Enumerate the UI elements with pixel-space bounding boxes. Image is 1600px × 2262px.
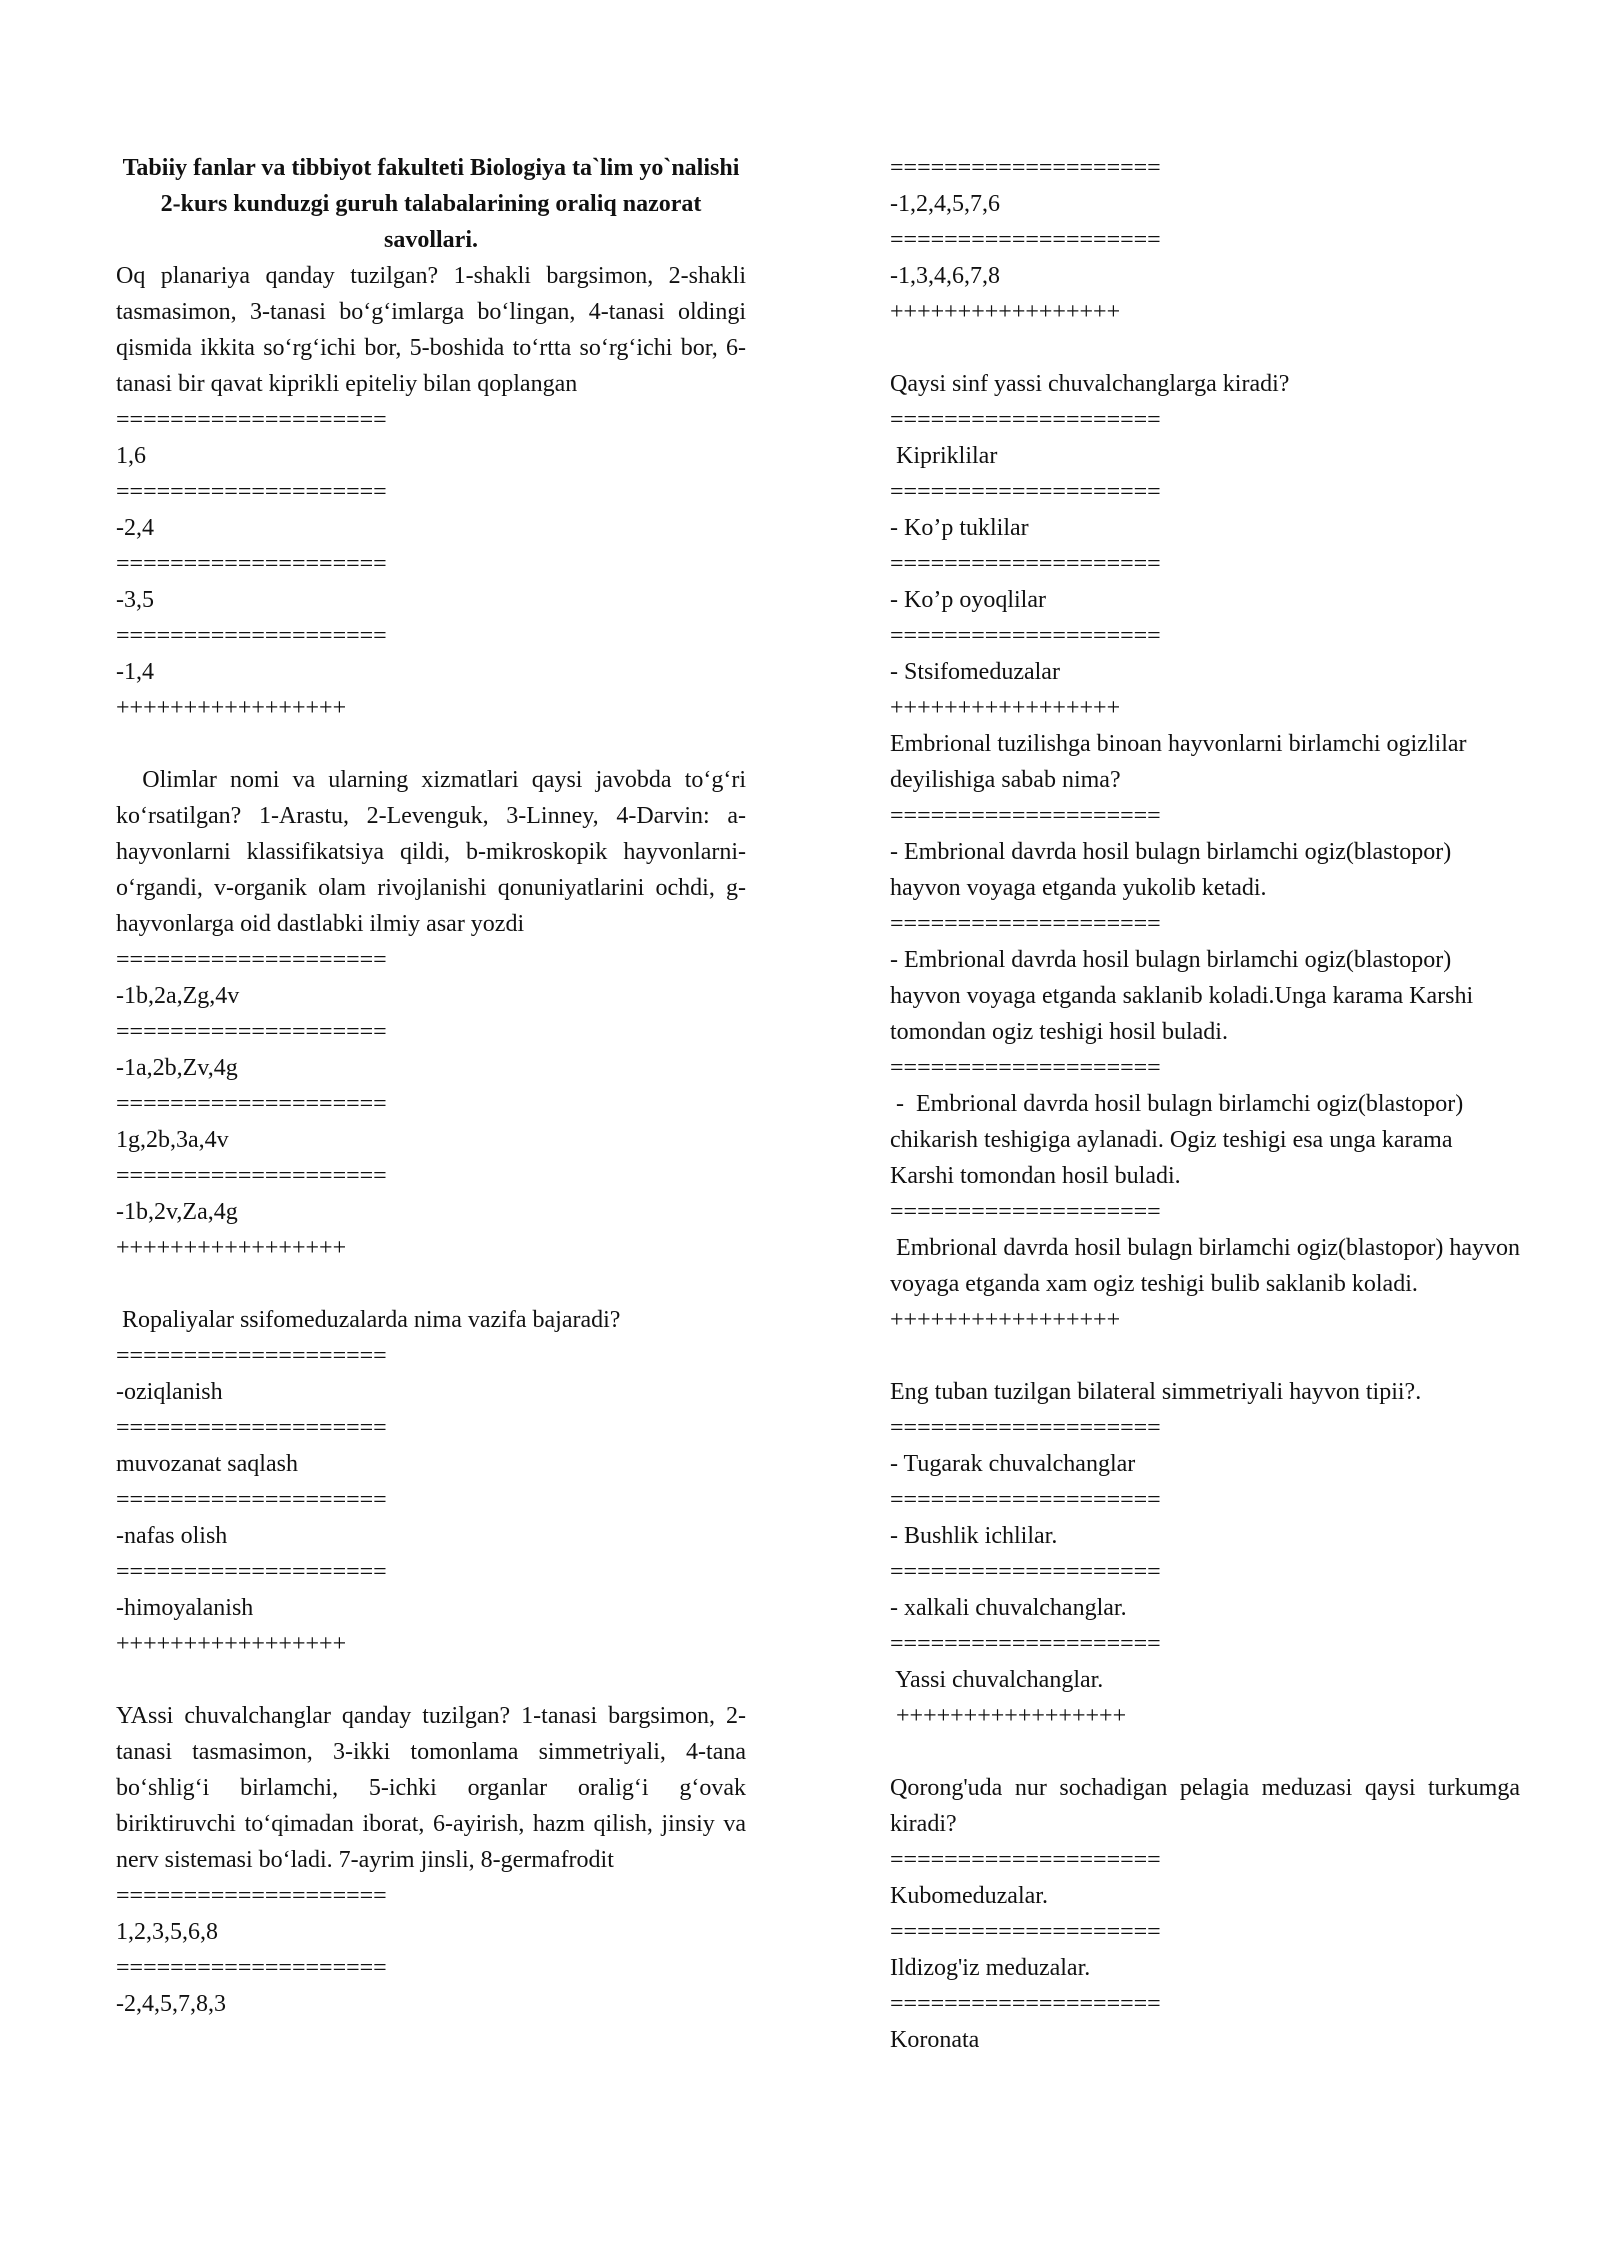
question-8: Qorong'uda nur sochadigan pelagia meduzasi qaysi turkumga kiradi? xyxy=(890,1775,1520,1837)
right-column xyxy=(890,150,1526,2058)
separator: ==================== xyxy=(890,803,1161,829)
option: - xalkali chuvalchanglar. xyxy=(890,1595,1127,1621)
answer-end-marker: +++++++++++++++++ xyxy=(890,695,1121,721)
option: - Stsifomeduzalar xyxy=(890,659,1060,685)
option: - Embrional davrda hosil bulagn birlamchi ogiz(blastopor) chikarish teshigiga aylanadi. Ogiz teshigi esa unga karama Karshi tomondan hosil buladi. xyxy=(890,1091,1470,1189)
option: Koronata xyxy=(890,2027,980,2053)
question-3: Ropaliyalar ssifomeduzalarda nima vazifa bajaradi? xyxy=(116,1307,621,1333)
option: -2,4 xyxy=(116,515,154,541)
option: -1,3,4,6,7,8 xyxy=(890,263,1000,289)
separator: ==================== xyxy=(890,1631,1161,1657)
separator: ==================== xyxy=(116,1019,387,1045)
option: - Bushlik ichlilar. xyxy=(890,1523,1058,1549)
answer-end-marker: +++++++++++++++++ xyxy=(890,1307,1121,1333)
option: Kubomeduzalar. xyxy=(890,1883,1048,1909)
option: - Ko’p tuklilar xyxy=(890,515,1029,541)
option: - Ko’p oyoqlilar xyxy=(890,587,1046,613)
separator: ==================== xyxy=(890,551,1161,577)
left-column xyxy=(116,150,753,2022)
answer-end-marker: +++++++++++++++++ xyxy=(116,1235,347,1261)
separator: ==================== xyxy=(890,623,1161,649)
separator: ==================== xyxy=(890,227,1161,253)
separator: ==================== xyxy=(116,1415,387,1441)
separator: ==================== xyxy=(890,1055,1161,1081)
option: Ildizog'iz meduzalar. xyxy=(890,1955,1091,1981)
separator: ==================== xyxy=(890,479,1161,505)
option: -1,4 xyxy=(116,659,154,685)
option: - Embrional davrda hosil bulagn birlamchi ogiz(blastopor) hayvon voyaga etganda saklanib koladi.Unga karama Karshi tomondan ogiz teshigi hosil buladi. xyxy=(890,947,1474,1045)
option: -1b,2v,Za,4g xyxy=(116,1199,238,1225)
separator: ==================== xyxy=(116,1091,387,1117)
separator: ==================== xyxy=(116,623,387,649)
separator: ==================== xyxy=(116,1343,387,1369)
answer-end-marker: +++++++++++++++++ xyxy=(116,1631,347,1657)
option: muvozanat saqlash xyxy=(116,1451,298,1477)
separator: ==================== xyxy=(890,911,1161,937)
question-4: YAssi chuvalchanglar qanday tuzilgan? 1-tanasi bargsimon, 2-tanasi tasmasimon, 3-ikki tomonlama simmetriyali, 4-tana bo‘shlig‘i birlamchi, 5-ichki organlar oralig‘i g‘ovak biriktiruvchi to‘qimadan iborat, 6-ayirish, hazm qilish, jinsiy va nerv sistemasi bo‘ladi. 7-ayrim jinsli, 8-germafrodit xyxy=(116,1703,746,1873)
separator: ==================== xyxy=(116,407,387,433)
answer-end-marker: +++++++++++++++++ xyxy=(890,1703,1127,1729)
separator: ==================== xyxy=(890,1847,1161,1873)
separator: ==================== xyxy=(116,1559,387,1585)
question-1: Oq planariya qanday tuzilgan? 1-shakli bargsimon, 2-shakli tasmasimon, 3-tanasi bo‘g‘imlarga bo‘lingan, 4-tanasi oldingi qismida ikkita so‘rg‘ichi bor, 5-boshida to‘rtta so‘rg‘ichi bor, 6-tanasi bir qavat kiprikli epiteliy bilan qoplangan xyxy=(116,263,746,397)
separator: ==================== xyxy=(890,1487,1161,1513)
option: - Tugarak chuvalchanglar xyxy=(890,1451,1136,1477)
separator: ==================== xyxy=(890,155,1161,181)
document-title: Tabiiy fanlar va tibbiyot fakulteti Biologiya ta`lim yo`nalishi 2-kurs kunduzgi guruh talabalarining oraliq nazorat savollari. xyxy=(122,155,740,253)
option: -2,4,5,7,8,3 xyxy=(116,1991,226,2017)
option: Kipriklilar xyxy=(890,443,998,469)
option: - Embrional davrda hosil bulagn birlamchi ogiz(blastopor) hayvon voyaga etganda yukolib ketadi. xyxy=(890,839,1452,901)
option: -oziqlanish xyxy=(116,1379,223,1405)
separator: ==================== xyxy=(890,1991,1161,2017)
question-7: Eng tuban tuzilgan bilateral simmetriyali hayvon tipii?. xyxy=(890,1379,1422,1405)
option: -himoyalanish xyxy=(116,1595,254,1621)
separator: ==================== xyxy=(116,551,387,577)
option: -nafas olish xyxy=(116,1523,228,1549)
option: -3,5 xyxy=(116,587,154,613)
question-6: Embrional tuzilishga binoan hayvonlarni birlamchi ogizlilar deyilishiga sabab nima? xyxy=(890,731,1467,793)
separator: ==================== xyxy=(116,479,387,505)
option: 1g,2b,3a,4v xyxy=(116,1127,229,1153)
question-2: Olimlar nomi va ularning xizmatlari qaysi javobda to‘g‘ri ko‘rsatilgan? 1-Arastu, 2-Levenguk, 3-Linney, 4-Darvin: a-hayvonlarni klassifikatsiya qildi, b-mikroskopik hayvonlarni-o‘rgandi, v-organik olam rivojlanishi qonuniyatlarini ochdi, g-hayvonlarga oid dastlabki ilmiy asar yozdi xyxy=(116,767,753,937)
separator: ==================== xyxy=(890,1415,1161,1441)
separator: ==================== xyxy=(890,1919,1161,1945)
option: 1,6 xyxy=(116,443,146,469)
separator: ==================== xyxy=(890,1199,1161,1225)
answer-end-marker: +++++++++++++++++ xyxy=(890,299,1121,325)
option: Embrional davrda hosil bulagn birlamchi ogiz(blastopor) hayvon voyaga etganda xam ogiz teshigi bulib saklanib koladi. xyxy=(890,1235,1526,1297)
option: Yassi chuvalchanglar. xyxy=(890,1667,1104,1693)
separator: ==================== xyxy=(890,407,1161,433)
separator: ==================== xyxy=(116,1487,387,1513)
question-5: Qaysi sinf yassi chuvalchanglarga kiradi? xyxy=(890,371,1290,397)
separator: ==================== xyxy=(116,1163,387,1189)
answer-end-marker: +++++++++++++++++ xyxy=(116,695,347,721)
separator: ==================== xyxy=(116,1883,387,1909)
separator: ==================== xyxy=(890,1559,1161,1585)
option: -1a,2b,Zv,4g xyxy=(116,1055,238,1081)
option: -1,2,4,5,7,6 xyxy=(890,191,1000,217)
option: 1,2,3,5,6,8 xyxy=(116,1919,218,1945)
option: -1b,2a,Zg,4v xyxy=(116,983,240,1009)
separator: ==================== xyxy=(116,1955,387,1981)
separator: ==================== xyxy=(116,947,387,973)
